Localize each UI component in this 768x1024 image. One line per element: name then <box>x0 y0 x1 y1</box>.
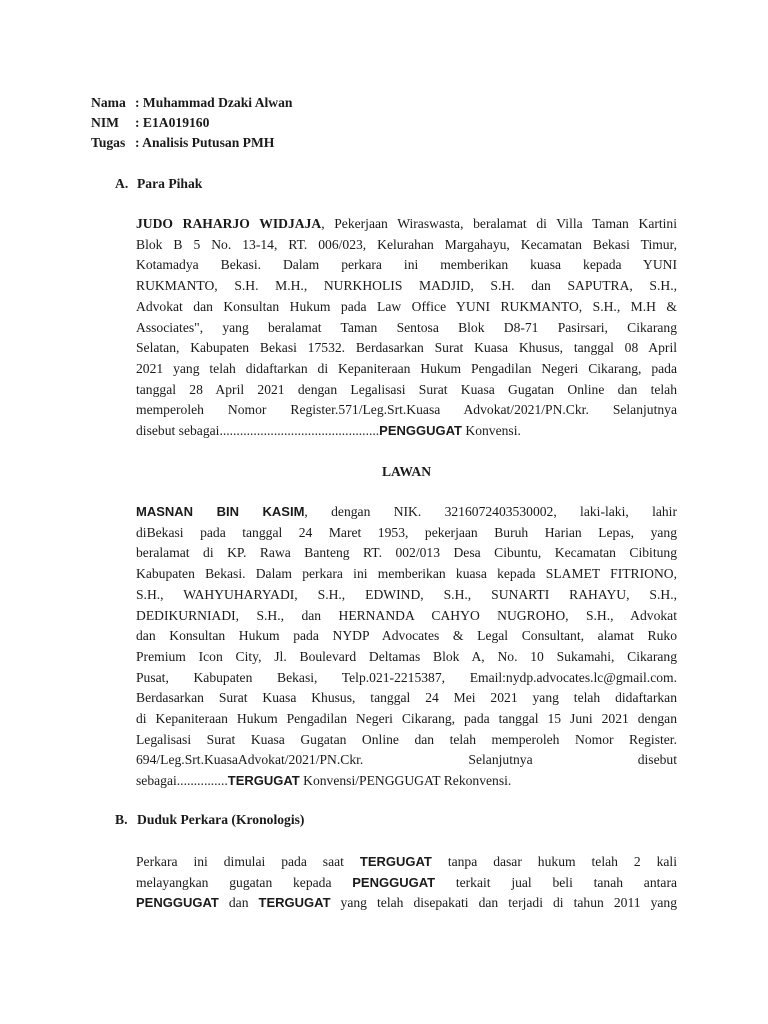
nama-value: : Muhammad Dzaki Alwan <box>135 95 293 110</box>
party-b-line: Pusat, Kabupaten Bekasi, Telp.021-2215387, Email:nydp.advocates.lc@gmail.com. <box>136 669 677 685</box>
chronology-line: PENGGUGAT dan TERGUGAT yang telah disepakati dan terjadi di tahun 2011 yang <box>136 895 677 911</box>
party-b-line: MASNAN BIN KASIM, dengan NIK. 3216072403530002, laki-laki, lahir <box>136 504 677 519</box>
party-a-line: 2021 yang telah didaftarkan di Kepaniteraan Hukum Pengadilan Negeri Cikarang, pada <box>136 360 677 376</box>
party-a-line: Selatan, Kabupaten Bekasi 17532. Berdasarkan Surat Kuasa Khusus, tanggal 08 April <box>136 340 677 356</box>
party-b-line: Berdasarkan Surat Kuasa Khusus, tanggal 24 Mei 2021 yang telah didaftarkan <box>136 690 677 706</box>
section-b-title: Duduk Perkara (Kronologis) <box>137 812 305 827</box>
chronology-line: Perkara ini dimulai pada saat TERGUGAT tanpa dasar hukum telah 2 kali <box>136 854 677 869</box>
nama-label: Nama <box>91 95 126 110</box>
student-header <box>91 93 292 153</box>
party-a-line: memperoleh Nomor Register.571/Leg.Srt.Kuasa Advokat/2021/PN.Ckr. Selanjutnya <box>136 402 677 418</box>
party-b-line: 694/Leg.Srt.KuasaAdvokat/2021/PN.Ckr. Selanjutnya disebut <box>136 752 677 768</box>
header-row-tugas <box>91 133 292 153</box>
header-row-nim <box>91 113 292 133</box>
party-a-last-line: disebut sebagai...............................................PENGGUGAT Konvensi. <box>136 423 521 439</box>
tugas-value: : Analisis Putusan PMH <box>135 135 275 150</box>
party-a-line: JUDO RAHARJO WIDJAJA, Pekerjaan Wiraswasta, beralamat di Villa Taman Kartini <box>136 216 678 231</box>
section-a-number: A. <box>115 176 129 191</box>
party-b-line: dan Konsultan Hukum pada NYDP Advocates & Legal Consultant, alamat Ruko <box>136 628 677 644</box>
party-b-line: di Kepaniteraan Hukum Pengadilan Negeri Cikarang, pada tanggal 15 Juni 2021 dengan <box>136 711 677 727</box>
tergugat-label: TERGUGAT <box>227 773 300 789</box>
chronology-paragraph <box>136 852 677 914</box>
party-b-line: beralamat di KP. Rawa Banteng RT. 002/013 Desa Cibuntu, Kecamatan Cibitung <box>136 545 677 561</box>
party-a-line: RUKMANTO, S.H. M.H., NURKHOLIS MADJID, S.H. dan SAPUTRA, S.H., <box>136 278 677 294</box>
party-a-paragraph <box>136 214 677 442</box>
party-a-line: Blok B 5 No. 13-14, RT. 006/023, Kelurahan Margahayu, Kecamatan Bekasi Timur, <box>136 236 677 252</box>
party-b-line: diBekasi pada tanggal 24 Maret 1953, pekerjaan Buruh Harian Lepas, yang <box>136 524 677 540</box>
party-b-line: S.H., WAHYUHARYADI, S.H., EDWIND, S.H., SUNARTI RAHAYU, S.H., <box>136 586 677 602</box>
party-b-paragraph <box>136 502 677 792</box>
party-b-line: DEDIKURNIADI, S.H., dan HERNANDA CAHYO NUGROHO, S.H., Advokat <box>136 607 677 623</box>
party-a-line: Kotamadya Bekasi. Dalam perkara ini memberikan kuasa kepada YUNI <box>136 257 677 273</box>
party-b-line: Legalisasi Surat Kuasa Gugatan Online dan telah memperoleh Nomor Register. <box>136 731 677 747</box>
party-a-line: tanggal 28 April 2021 dengan Legalisasi Surat Kuasa Gugatan Online dan telah <box>136 381 677 397</box>
tugas-label: Tugas <box>91 135 126 150</box>
party-b-line: Premium Icon City, Jl. Boulevard Deltamas Blok A, No. 10 Sukamahi, Cikarang <box>136 648 677 664</box>
party-b-name: MASNAN BIN KASIM <box>136 504 305 519</box>
penggugat-label: PENGGUGAT <box>379 423 462 439</box>
section-a-title: Para Pihak <box>137 176 203 191</box>
party-b-line: Kabupaten Bekasi. Dalam perkara ini memberikan kuasa kepada SLAMET FITRIONO, <box>136 566 677 582</box>
party-b-last-line: sebagai...............TERGUGAT Konvensi/PENGGUGAT Rekonvensi. <box>136 773 512 789</box>
section-a-heading <box>115 176 202 192</box>
party-a-line: Advokat dan Konsultan Hukum pada Law Office YUNI RUKMANTO, S.H., M.H & <box>136 298 677 314</box>
header-row-nama <box>91 93 292 113</box>
section-b-heading <box>115 812 304 828</box>
lawan-heading: LAWAN <box>381 464 432 479</box>
section-b-number: B. <box>115 812 128 827</box>
party-a-name: JUDO RAHARJO WIDJAJA <box>136 216 322 231</box>
nim-label: NIM <box>91 115 119 130</box>
party-a-line: Associates", yang beralamat Taman Sentosa Blok D8-71 Pasirsari, Cikarang <box>136 319 677 335</box>
chronology-line: melayangkan gugatan kepada PENGGUGAT terkait jual beli tanah antara <box>136 874 678 890</box>
nim-value: : E1A019160 <box>135 115 210 130</box>
